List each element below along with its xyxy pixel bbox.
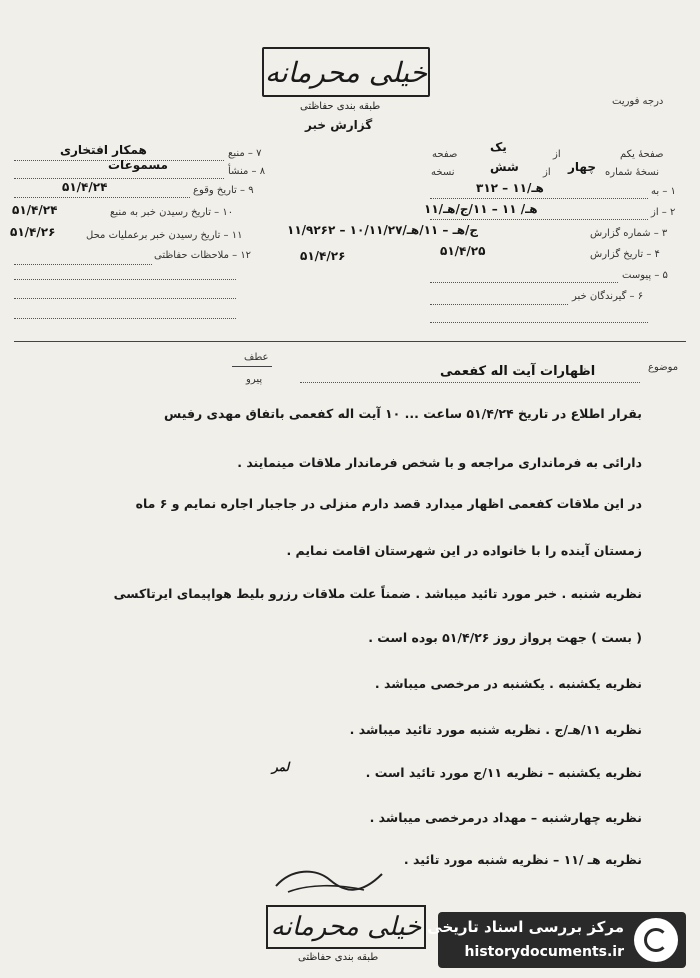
occur-date-dotline (14, 197, 190, 198)
to-value: ۳۱۲ – ۱۱/هـ (476, 181, 544, 195)
report-date-value-2: ۵۱/۴/۲۶ (300, 249, 346, 263)
report-title: گزارش خبر (305, 118, 373, 132)
margin-mark: لمر (272, 760, 290, 774)
notes-dotline-4 (14, 318, 236, 319)
bottom-classification-label: طبقه بندی حفاظتی (298, 952, 379, 963)
bottom-classification-stamp (266, 905, 426, 949)
urgency-label: درجه فوریت (612, 96, 664, 107)
from-label: ۲ – از (651, 207, 676, 218)
occur-date-value: ۵۱/۴/۲۴ (62, 180, 108, 194)
occur-date-label: ۹ – تاریخ وقوع (193, 185, 254, 196)
notes-dotline-2 (14, 279, 236, 280)
body-line-11: نظریه هـ /۱۱ – نظریه شنبه مورد تائید . (403, 852, 642, 867)
body-line-9: نظریه یکشنبه – نظریه ۱۱/ج مورد تائید است . (365, 765, 642, 780)
copy-total: شش (490, 160, 519, 174)
subject-dotline (300, 382, 640, 383)
receipt-ops-value: ۵۱/۴/۲۶ (10, 225, 56, 239)
page-total: یک (490, 140, 507, 154)
source-value: همکار افتخاری (60, 143, 147, 157)
receipt-source-value: ۵۱/۴/۲۴ (12, 203, 58, 217)
watermark-url: historydocuments.ir (464, 944, 624, 960)
body-line-6: ( بست ) جهت پرواز روز ۵۱/۴/۲۶ بوده است . (368, 630, 642, 645)
body-line-5: نظریه شنبه . خبر مورد تائید میباشد . ضمناً علت ملاقات رزرو بلیط هواپیمای ایرتاکسی (113, 586, 642, 601)
subject-label: موضوع (648, 362, 679, 373)
stamp-text: خیلی محرمانه (264, 55, 428, 89)
attachment-dotline (430, 282, 618, 283)
origin-label: ۸ – منشأ (228, 166, 266, 177)
recipients-label: ۶ – گیرندگان خبر (572, 291, 644, 302)
header-separator (14, 341, 686, 342)
top-classification-stamp (262, 47, 430, 97)
receipt-source-label: ۱۰ – تاریخ رسیدن خبر به منبع (110, 207, 234, 218)
report-no-label: ۳ – شماره گزارش (590, 228, 668, 239)
copy-label: نسخهٔ شماره (605, 167, 659, 178)
watermark-title: مرکز بررسی اسناد تاریخی (427, 918, 624, 936)
archive-logo-icon (634, 918, 678, 962)
copy-of: از (543, 167, 551, 178)
body-line-1: بقرار اطلاع در تاریخ ۵۱/۴/۲۴ ساعت ... ۱۰ آیت اله کفعمی باتفاق مهدی رفیس (164, 406, 642, 421)
notes-dotline-1 (14, 264, 152, 265)
subject-value: اظهارات آیت اله کفعمی (440, 364, 596, 379)
source-label: ۷ – منبع (228, 148, 262, 159)
copy-value: چهار (568, 160, 596, 174)
report-date-value: ۵۱/۴/۲۵ (440, 244, 486, 258)
attachment-label: ۵ – پیوست (622, 270, 668, 281)
from-value: ۱۱/هـ/ ۱۱ – ۱۱/ج/هـ (424, 202, 538, 216)
body-line-3: در این ملاقات کفعمی اظهار میدارد قصد دارم منزلی در جاجبار اجاره نمایم و ۶ ماه (135, 496, 642, 511)
bottom-stamp-text: خیلی محرمانه (270, 912, 422, 942)
to-label: ۱ – به (651, 186, 676, 197)
page-word: صفحه (432, 149, 458, 160)
page-of: از (553, 149, 561, 160)
body-line-7: نظریه یکشنبه . یکشنبه در مرخصی میباشد . (374, 676, 642, 691)
report-date-label: ۴ – تاریخ گزارش (590, 249, 660, 260)
origin-value: مسموعات (108, 158, 168, 172)
page-label: صفحهٔ یکم (620, 149, 664, 160)
signature-icon (268, 862, 388, 902)
watermark-banner (427, 912, 686, 968)
body-line-2: دارائی به فرمانداری مراجعه و با شخص فرماندار ملاقات مینمایند . (237, 455, 642, 470)
body-line-8: نظریه ۱۱/هـ/ج . نظریه شنبه مورد تائید میباشد . (349, 722, 642, 737)
origin-dotline (14, 178, 224, 179)
copy-word: نسخه (431, 167, 455, 178)
body-line-10: نظریه چهارشنبه – مهداد درمرخصی میباشد . (369, 810, 642, 825)
receipt-ops-label: ۱۱ – تاریخ رسیدن خبر برعملیات محل (86, 230, 243, 241)
report-no-value: ۱۱/۹۲۶۲ – ۱۰/۱۱/۲۷/ج/هـ – ۱۱/هـ (287, 223, 479, 237)
ref-underline (232, 366, 272, 367)
from-dotline (430, 219, 648, 220)
notes-label: ۱۲ – ملاحظات حفاظتی (154, 250, 252, 261)
recipients-dotline-1 (430, 304, 568, 305)
follow-label: پیرو (246, 374, 263, 385)
ref-label: عطف (244, 352, 269, 363)
to-dotline (430, 198, 648, 199)
classification-label: طبقه بندی حفاظتی (300, 101, 381, 112)
body-line-4: زمستان آینده را با خانواده در این شهرستان اقامت نمایم . (286, 543, 642, 558)
recipients-dotline-2 (430, 322, 648, 323)
notes-dotline-3 (14, 298, 236, 299)
